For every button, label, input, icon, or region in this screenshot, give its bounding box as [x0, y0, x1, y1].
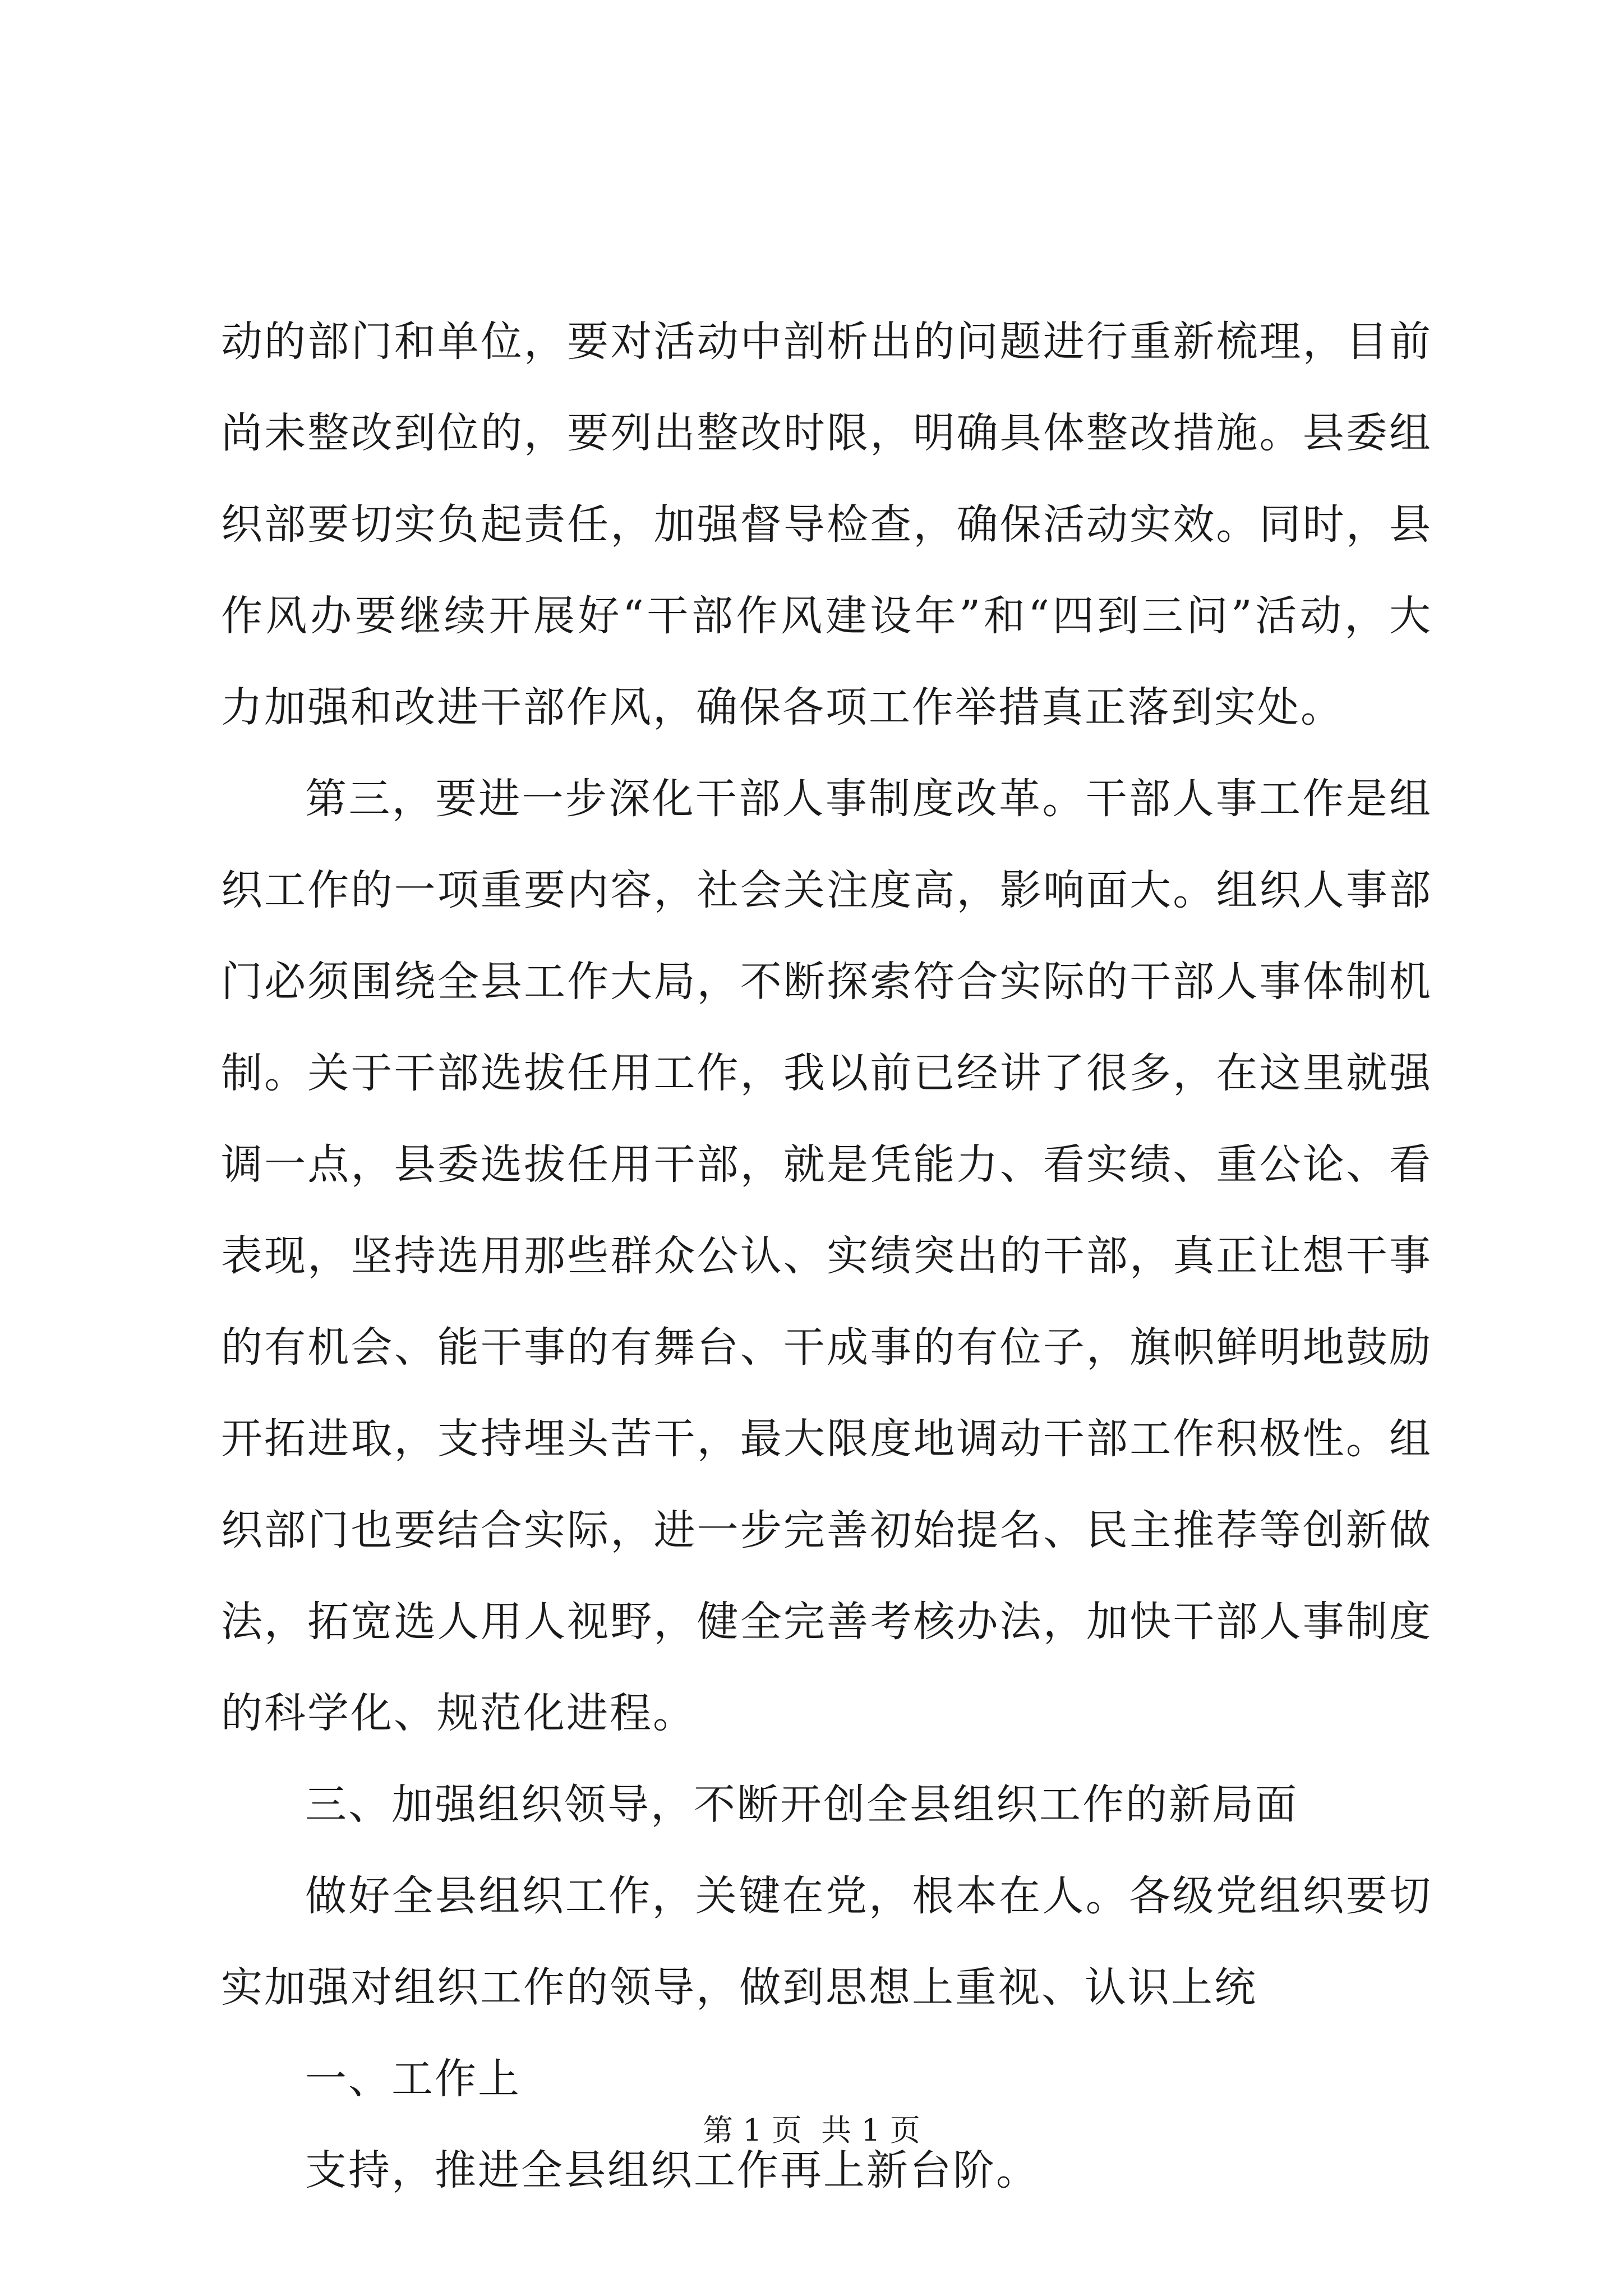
section-heading-three: 三、加强组织领导，不断开创全县组织工作的新局面 — [305, 1780, 1298, 1829]
document-body — [221, 296, 1432, 2216]
paragraph-work-heading: 一、工作上 — [305, 2055, 521, 2103]
paragraph-support: 支持，推进全县组织工作再上新台阶。 — [305, 2146, 1039, 2194]
paragraph-party-leadership: 做好全县组织工作，关键在党，根本在人。各级党组织要切实加强对组织工作的领导，做到思想上重视、认识上统 — [221, 1872, 1432, 2012]
paragraph-continuation: 动的部门和单位，要对活动中剖析出的问题进行重新梳理，目前尚未整改到位的，要列出整改时限，明确具体整改措施。县委组织部要切实负起责任，加强督导检查，确保活动实效。同时，县作风办要继续开展好“干部作风建设年”和“四到三问”活动，大力加强和改进干部作风，确保各项工作举措真正落到实处。 — [221, 318, 1432, 731]
page-number-footer: 第 1 页 共 1 页 — [703, 2113, 920, 2148]
paragraph-cadre-reform: 第三，要进一步深化干部人事制度改革。干部人事工作是组织工作的一项重要内容，社会关注度高，影响面大。组织人事部门必须围绕全县工作大局，不断探索符合实际的干部人事体制机制。关于干部选拔任用工作，我以前已经讲了很多，在这里就强调一点，县委选拔任用干部，就是凭能力、看实绩、重公论、看表现，坚持选用那些群众公认、实绩突出的干部，真正让想干事的有机会、能干事的有舞台、干成事的有位子，旗帜鲜明地鼓励开拓进取，支持埋头苦干，最大限度地调动干部工作积极性。组织部门也要结合实际，进一步完善初始提名、民主推荐等创新做法，拓宽选人用人视野，健全完善考核办法，加快干部人事制度的科学化、规范化进程。 — [221, 775, 1432, 1737]
